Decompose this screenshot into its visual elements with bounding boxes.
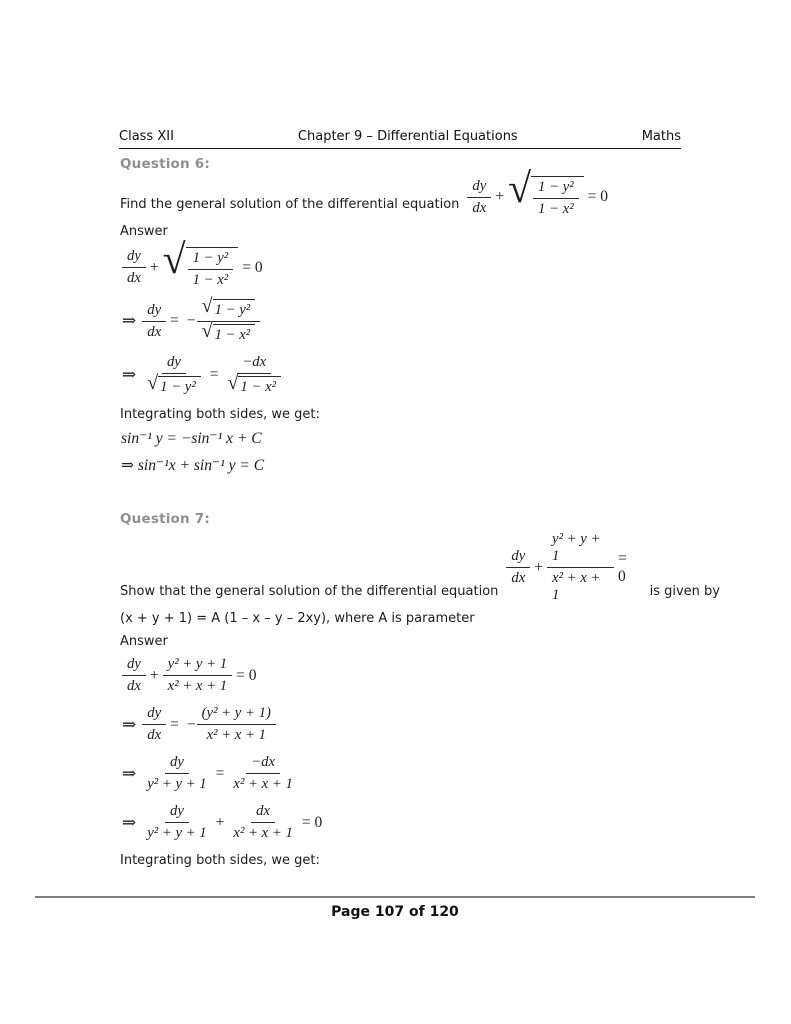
math-token-dy: dy xyxy=(142,705,166,725)
math-token-dy: dy xyxy=(122,656,146,676)
question-6-prompt-row xyxy=(120,166,720,218)
math-token-neg-dx: −dx xyxy=(246,754,280,774)
math-token-dx: dx xyxy=(127,678,141,695)
square-root xyxy=(227,371,282,396)
math-token-dy: dy xyxy=(165,803,189,823)
fraction-paren-yquad-xquad xyxy=(197,705,276,744)
math-token-dx: dx xyxy=(147,727,162,744)
q7-integrating-label: Integrating both sides, we get: xyxy=(120,853,320,869)
math-token-one-minus-y-sq: 1 − y² xyxy=(213,299,256,319)
question-6-answer-label: Answer xyxy=(120,224,168,239)
math-token-dy: dy xyxy=(467,178,491,198)
math-token-one-minus-x-sq: 1 − x² xyxy=(192,271,229,288)
question-7-heading: Question 7: xyxy=(120,511,210,528)
math-token-x-quadratic: x² + x + 1 xyxy=(167,678,228,695)
fraction-denominator xyxy=(142,371,206,396)
math-token-plus: + xyxy=(149,258,159,276)
square-root xyxy=(162,236,239,289)
q6-integrating-label: Integrating both sides, we get: xyxy=(120,406,320,422)
math-token-equals: = xyxy=(215,764,225,782)
math-token-equals-zero: = 0 xyxy=(242,258,263,276)
math-token-dy: dy xyxy=(142,302,166,322)
math-token-dy: dy xyxy=(162,354,186,374)
math-token-one-minus-y-sq: 1 − y² xyxy=(188,250,234,270)
fraction-dy-dx xyxy=(142,302,166,341)
math-token-y-quadratic: y² + y + 1 xyxy=(163,656,232,676)
math-token-equals: = xyxy=(170,715,179,733)
page-content xyxy=(120,156,720,876)
math-token-equals-zero: = 0 xyxy=(617,549,627,585)
math-token-y-quadratic: y² + y + 1 xyxy=(547,531,614,568)
math-token-dy: dy xyxy=(506,548,530,568)
implies-arrow: ⇒ xyxy=(122,714,137,734)
q6-result-line-2: ⇒ sin⁻¹x + sin⁻¹ y = C xyxy=(121,457,265,475)
question-7-condition: (x + y + 1) = A (1 – x – y – 2xy), where A is parameter xyxy=(120,611,475,627)
math-token-dx: dx xyxy=(147,323,162,340)
fraction-1my2-1mx2 xyxy=(188,250,234,289)
math-token-minus: − xyxy=(186,312,196,330)
fraction-dy-dx xyxy=(122,656,146,695)
question-7-prompt-suffix: is given by xyxy=(649,583,720,599)
fraction-dy-dx xyxy=(142,705,166,744)
page-number-label: Page 107 of 120 xyxy=(331,904,459,920)
math-token-one-minus-x-sq: 1 − x² xyxy=(213,324,256,344)
q6-equation-3 xyxy=(122,354,720,396)
q6-result-line-1: sin⁻¹ y = −sin⁻¹ x + C xyxy=(121,430,262,448)
fraction-yquad-xquad xyxy=(163,656,232,695)
fraction-dy-over-yquad xyxy=(142,754,211,793)
math-token-plus: + xyxy=(149,666,159,684)
math-token-one-minus-y-sq: 1 − y² xyxy=(533,179,579,199)
radical-sign: √ xyxy=(147,371,159,394)
math-token-one-minus-x-sq: 1 − x² xyxy=(538,201,574,217)
math-token-x-quadratic: x² + x + 1 xyxy=(233,825,293,842)
question-7-prompt: Show that the general solution of the differential equation xyxy=(120,583,499,599)
square-root xyxy=(201,294,256,319)
header-class-label: Class XII xyxy=(119,129,174,144)
math-token-plus: + xyxy=(495,188,505,205)
math-token-y-quadratic: y² + y + 1 xyxy=(147,776,207,793)
math-token-plus: + xyxy=(534,558,544,576)
math-token-dy: dy xyxy=(165,754,189,774)
math-token-equals-zero: = 0 xyxy=(587,188,609,205)
radical-sign: √ xyxy=(227,371,239,394)
implies-arrow: ⇒ xyxy=(122,364,137,384)
question-7-answer-label: Answer xyxy=(120,633,168,649)
question-6-prompt: Find the general solution of the differential equation xyxy=(120,197,460,213)
math-token-x-quadratic: x² + x + 1 xyxy=(206,727,266,744)
math-token-equals-zero: = 0 xyxy=(236,666,257,684)
radicand xyxy=(531,176,584,218)
math-token-neg-dx: −dx xyxy=(237,354,271,374)
fraction-denominator xyxy=(197,319,261,344)
math-token-dx: dx xyxy=(511,570,526,587)
math-token-one-minus-y-sq: 1 − y² xyxy=(158,376,201,396)
radical-sign: √ xyxy=(201,294,213,317)
fraction-dy-dx xyxy=(506,548,530,587)
fraction-negdx-over-xquad xyxy=(228,754,297,793)
implies-arrow: ⇒ xyxy=(122,311,137,331)
math-token-dx: dx xyxy=(251,803,275,823)
q6-equation-1 xyxy=(122,236,720,289)
radical-sign: √ xyxy=(508,166,532,212)
math-token-equals: = xyxy=(170,312,179,330)
question-6-heading: Question 6: xyxy=(120,156,210,172)
q7-equation-2 xyxy=(122,705,720,744)
fraction-dy-over-yquad xyxy=(142,803,211,842)
fraction-sqrt-over-sqrt xyxy=(197,294,261,344)
q7-equation-1 xyxy=(122,656,720,695)
q7-equation-4 xyxy=(122,803,720,842)
math-token-plus: + xyxy=(215,813,225,831)
fraction-1my2-1mx2 xyxy=(533,179,579,218)
fraction-yquad-xquad xyxy=(547,531,614,604)
math-token-equals: = xyxy=(209,365,219,383)
square-root xyxy=(508,166,584,218)
implies-arrow: ⇒ xyxy=(122,812,137,832)
fraction-denominator xyxy=(223,371,287,396)
radical-sign: √ xyxy=(201,319,213,342)
fraction-dy-dx xyxy=(467,178,491,217)
fraction-dy-over-sqrt xyxy=(142,354,206,396)
math-token-x-quadratic: x² + x + 1 xyxy=(233,776,293,793)
math-token-y-quadratic-paren: (y² + y + 1) xyxy=(197,705,276,725)
q7-equation-3 xyxy=(122,754,720,793)
section-gap xyxy=(120,483,720,511)
header-subject-label: Maths xyxy=(641,129,681,144)
math-token-dy: dy xyxy=(122,248,146,268)
question-6-inline-equation xyxy=(467,166,612,218)
fraction-numerator xyxy=(197,294,261,322)
page-header xyxy=(119,129,681,149)
implies-arrow: ⇒ xyxy=(122,763,137,783)
fraction-dy-dx xyxy=(122,248,146,287)
fraction-dx-over-xquad xyxy=(228,803,297,842)
page-footer xyxy=(35,896,755,920)
fraction-negdx-over-sqrt xyxy=(223,354,287,396)
math-token-one-minus-x-sq: 1 − x² xyxy=(238,376,281,396)
math-token-minus: − xyxy=(186,715,196,733)
radical-sign: √ xyxy=(162,236,186,283)
question-7-prompt-row xyxy=(120,531,720,604)
square-root xyxy=(201,319,256,344)
math-token-x-quadratic: x² + x + 1 xyxy=(552,570,601,604)
math-token-equals-zero: = 0 xyxy=(301,813,323,831)
square-root xyxy=(147,371,201,396)
header-chapter-title: Chapter 9 – Differential Equations xyxy=(297,129,518,144)
math-token-y-quadratic: y² + y + 1 xyxy=(147,825,207,842)
question-7-inline-equation xyxy=(506,531,641,604)
math-token-dx: dx xyxy=(472,199,487,216)
q6-equation-2 xyxy=(122,294,720,344)
math-token-dx: dx xyxy=(127,270,141,287)
radicand xyxy=(186,247,239,289)
